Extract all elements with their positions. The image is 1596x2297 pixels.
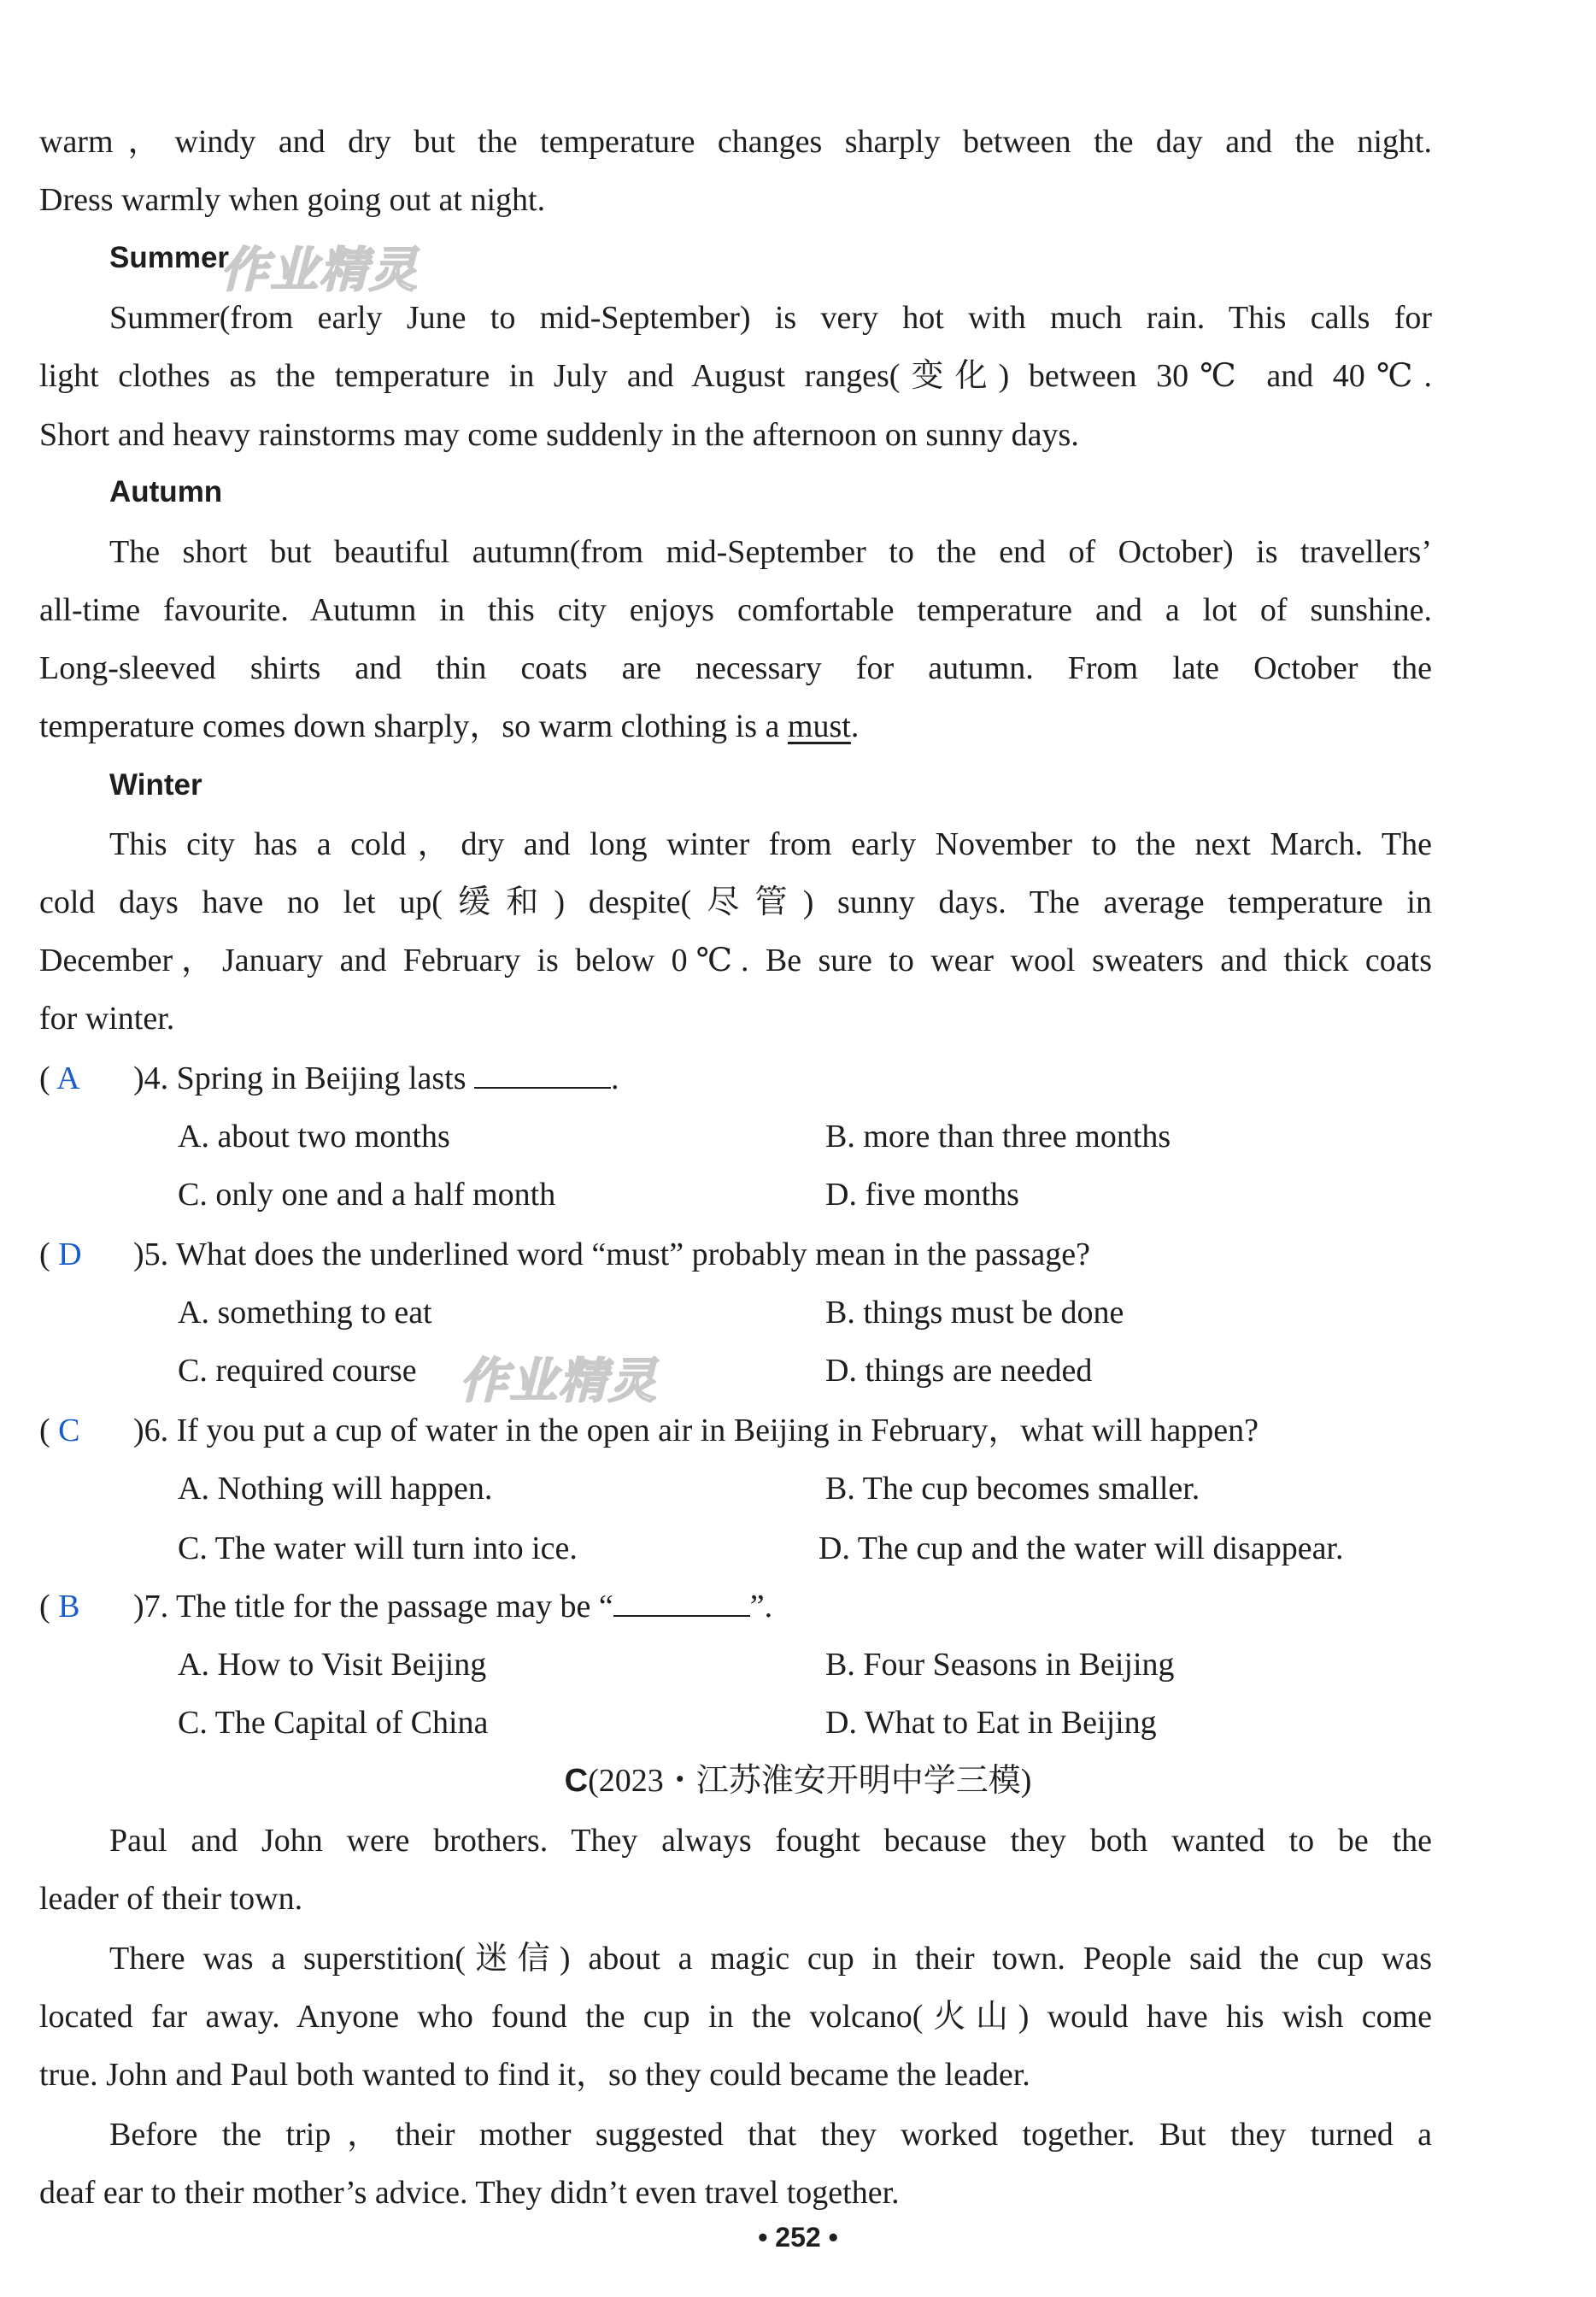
section-c-source: (2023・江苏淮安开明中学三模) [588, 1763, 1032, 1799]
underlined-word-must: must [787, 708, 851, 744]
answer-q4: A [56, 1060, 80, 1096]
answer-blank [613, 1588, 750, 1617]
q5-option-a: A. something to eat [178, 1295, 432, 1331]
passage-c-p3-line-2: deaf ear to their mother’s advice. They didn’t even travel together. [39, 2175, 900, 2211]
q4-option-b: B. more than three months [825, 1119, 1171, 1154]
autumn-heading: Autumn [109, 475, 223, 508]
q7-option-d: D. What to Eat in Beijing [825, 1705, 1157, 1741]
question-6-stem: )6. If you put a cup of water in the open air in Beijing in February，what will happen? [133, 1413, 1259, 1448]
winter-line-1: This city has a cold，dry and long winter from early November to the next March. The [109, 826, 1432, 862]
answer-q7: B [58, 1589, 80, 1624]
q6-option-b: B. The cup becomes smaller. [825, 1471, 1200, 1507]
autumn-line-2: all-time favourite. Autumn in this city enjoys comfortable temperature and a lot of sunshine. [39, 592, 1432, 628]
question-5 [39, 1234, 1090, 1275]
intro-line-2: Dress warmly when going out at night. [39, 182, 546, 218]
summer-line-2: light clothes as the temperature in July and August ranges(变化) between 30℃ and 40℃. [39, 358, 1432, 394]
section-c-letter: C [564, 1763, 589, 1799]
winter-line-3: December，January and February is below 0℃. Be sure to wear wool sweaters and thick coats [39, 943, 1432, 978]
intro-line-1: warm，windy and dry but the temperature changes sharply between the day and the night. [39, 124, 1432, 160]
question-4-stem-end: . [611, 1060, 619, 1096]
watermark-logo: 作业精灵 [460, 1354, 658, 1409]
autumn-line-4-text: temperature comes down sharply，so warm clothing is a [39, 708, 788, 744]
q7-option-c: C. The Capital of China [178, 1705, 489, 1741]
answer-blank [474, 1060, 611, 1089]
q4-option-c: C. only one and a half month [178, 1177, 556, 1213]
question-4-stem: )4. Spring in Beijing lasts [133, 1060, 474, 1096]
passage-c-p2-line-2: located far away. Anyone who found the cup in the volcano(火山) would have his wish come [39, 1999, 1432, 2035]
passage-c-p2-line-1: There was a superstition(迷信) about a magic cup in their town. People said the cup was [109, 1941, 1432, 1977]
winter-line-2: cold days have no let up(缓和) despite(尽管) sunny days. The average temperature in [39, 884, 1432, 920]
passage-c-p1-line-1: Paul and John were brothers. They always fought because they both wanted to be the [109, 1823, 1432, 1859]
q4-option-d: D. five months [825, 1177, 1019, 1213]
question-6 [39, 1410, 1259, 1451]
q7-option-a: A. How to Visit Beijing [178, 1647, 487, 1683]
q6-option-d: D. The cup and the water will disappear. [819, 1530, 1344, 1566]
question-7-stem-end: ”. [749, 1589, 773, 1624]
question-7 [39, 1586, 772, 1627]
q7-option-b: B. Four Seasons in Beijing [825, 1647, 1175, 1683]
autumn-line-4 [39, 706, 1432, 747]
question-4 [39, 1058, 619, 1099]
winter-heading: Winter [109, 768, 202, 802]
passage-c-p1-line-2: leader of their town. [39, 1881, 303, 1917]
q5-option-d: D. things are needed [825, 1353, 1093, 1389]
winter-line-4: for winter. [39, 1001, 175, 1037]
question-7-stem: )7. The title for the passage may be “ [133, 1589, 613, 1624]
autumn-line-4-end: . [850, 708, 860, 744]
summer-line-3: Short and heavy rainstorms may come suddenly in the afternoon on sunny days. [39, 417, 1079, 453]
autumn-line-1: The short but beautiful autumn(from mid-September to the end of October) is travellers’ [109, 534, 1432, 570]
autumn-line-3: Long-sleeved shirts and thin coats are necessary for autumn. From late October the [39, 650, 1432, 686]
q5-option-b: B. things must be done [825, 1295, 1124, 1331]
q6-option-c: C. The water will turn into ice. [178, 1530, 578, 1566]
section-c-title [0, 1760, 1596, 1801]
summer-heading: Summer [109, 241, 230, 274]
answer-bracket: ( C [39, 1413, 80, 1448]
summer-line-1: Summer(from early June to mid-September) is very hot with much rain. This calls for [109, 300, 1432, 336]
question-5-stem: )5. What does the underlined word “must” probably mean in the passage? [133, 1237, 1090, 1272]
q6-option-a: A. Nothing will happen. [178, 1471, 493, 1507]
passage-c-p2-line-3: true. John and Paul both wanted to find it，so they could became the leader. [39, 2057, 1030, 2093]
passage-c-p3-line-1: Before the trip，their mother suggested that they worked together. But they turned a [109, 2117, 1432, 2153]
answer-bracket: ( D [39, 1237, 82, 1272]
answer-q5: D [58, 1237, 82, 1272]
q5-option-c: C. required course [178, 1353, 417, 1389]
answer-q6: C [58, 1413, 80, 1448]
answer-bracket: ( A [39, 1060, 80, 1096]
page-number: • 252 • [758, 2222, 838, 2253]
answer-bracket: ( B [39, 1589, 80, 1624]
q4-option-a: A. about two months [178, 1119, 450, 1154]
watermark-logo: 作业精灵 [220, 243, 419, 298]
